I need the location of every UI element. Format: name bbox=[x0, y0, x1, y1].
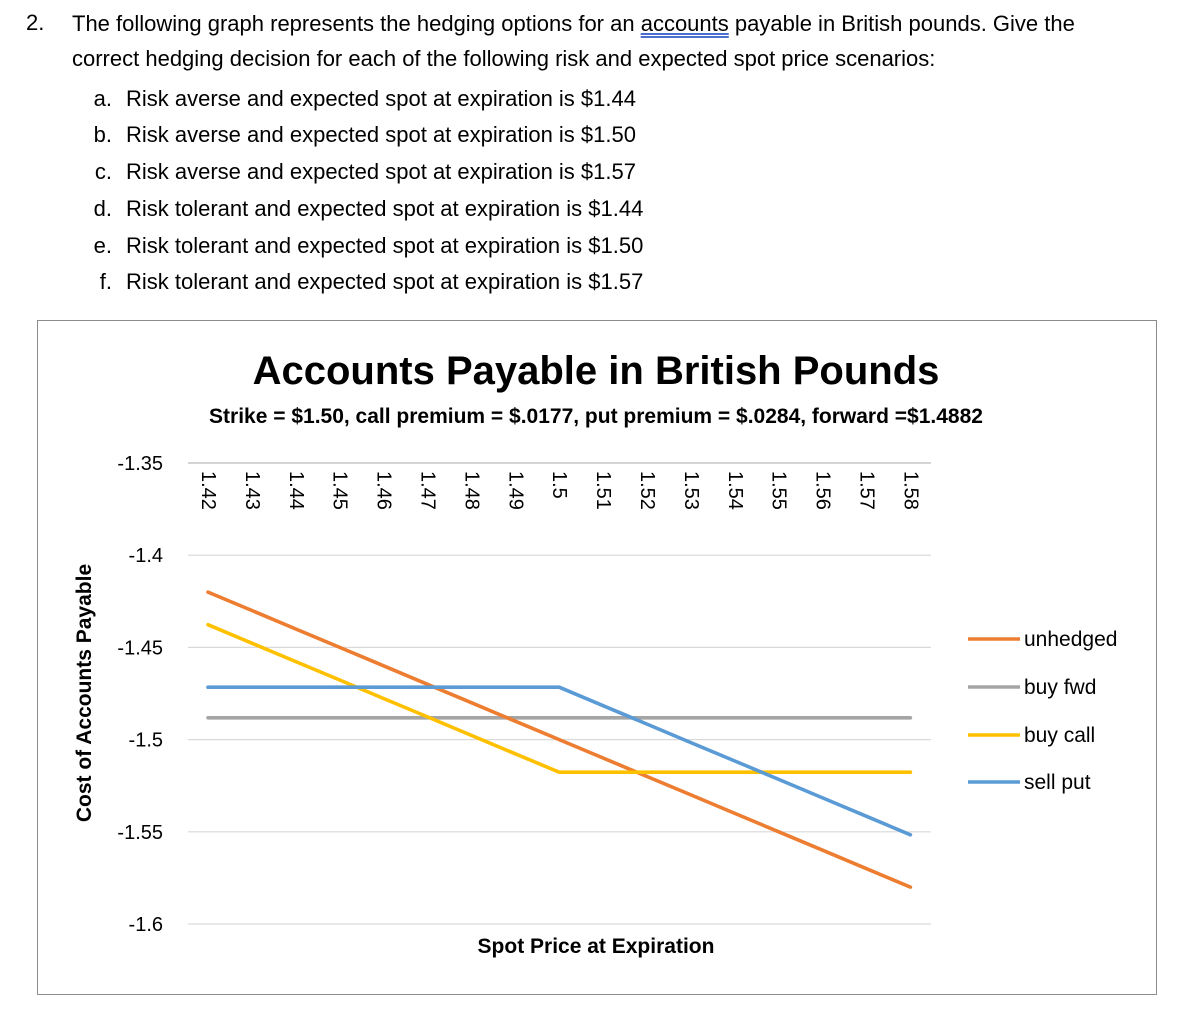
legend-label-unhedged: unhedged bbox=[1024, 628, 1118, 651]
legend-label-buy-call: buy call bbox=[1024, 724, 1096, 747]
y-tick-label: -1.55 bbox=[117, 821, 163, 844]
x-tick-label: 1.53 bbox=[679, 471, 702, 510]
option-letter: f. bbox=[99, 269, 112, 294]
series-line-sell-put bbox=[208, 687, 910, 835]
legend-label-sell-put: sell put bbox=[1024, 771, 1091, 794]
option-letter: e. bbox=[93, 233, 112, 258]
x-tick-label: 1.47 bbox=[416, 471, 439, 510]
chart-title: Accounts Payable in British Pounds bbox=[252, 349, 940, 393]
option-text: Risk averse and expected spot at expiration is $1.50 bbox=[126, 122, 636, 147]
x-tick-label: 1.57 bbox=[855, 471, 878, 510]
option-letter: c. bbox=[94, 159, 112, 184]
option-letter: d. bbox=[93, 196, 112, 221]
x-tick-label: 1.48 bbox=[460, 471, 483, 510]
option-text: Risk averse and expected spot at expiration is $1.44 bbox=[126, 86, 636, 111]
y-tick-label: -1.5 bbox=[128, 729, 163, 752]
x-tick-label: 1.49 bbox=[504, 471, 527, 510]
option-text: Risk tolerant and expected spot at expiration is $1.57 bbox=[126, 269, 644, 294]
x-tick-label: 1.54 bbox=[723, 471, 746, 510]
option-letter: a. bbox=[93, 86, 112, 111]
question-line-1-start: The following graph represents the hedging options for an bbox=[72, 11, 641, 36]
question-line-1 bbox=[72, 10, 1075, 38]
x-axis-title: Spot Price at Expiration bbox=[477, 935, 715, 958]
x-tick-label: 1.46 bbox=[372, 471, 395, 510]
question-number: 2. bbox=[26, 10, 45, 35]
option-text: Risk tolerant and expected spot at expiration is $1.50 bbox=[126, 233, 644, 258]
option-text: Risk averse and expected spot at expiration is $1.57 bbox=[126, 159, 636, 184]
accounts-link[interactable]: accounts bbox=[640, 11, 729, 36]
line-chart bbox=[38, 321, 1155, 993]
x-tick-label: 1.42 bbox=[197, 471, 219, 510]
x-tick-label: 1.5 bbox=[548, 471, 571, 499]
y-tick-label: -1.6 bbox=[128, 914, 163, 936]
x-tick-label: 1.51 bbox=[592, 471, 615, 510]
x-tick-label: 1.55 bbox=[767, 471, 790, 510]
y-tick-label: -1.4 bbox=[128, 545, 163, 568]
chart-subtitle: Strike = $1.50, call premium = $.0177, put premium = $.0284, forward =$1.4882 bbox=[209, 405, 983, 428]
y-tick-label: -1.45 bbox=[117, 637, 163, 660]
x-tick-label: 1.58 bbox=[899, 471, 922, 510]
x-tick-label: 1.56 bbox=[811, 471, 834, 510]
question-line-1-end: payable in British pounds. Give the bbox=[728, 11, 1075, 36]
option-letter: b. bbox=[93, 122, 112, 147]
chart-frame bbox=[37, 320, 1157, 995]
y-axis-title: Cost of Accounts Payable bbox=[73, 563, 96, 823]
y-tick-label: -1.35 bbox=[117, 453, 163, 475]
option-text: Risk tolerant and expected spot at expiration is $1.44 bbox=[126, 196, 644, 221]
x-tick-label: 1.43 bbox=[240, 471, 263, 510]
legend-label-buy-fwd: buy fwd bbox=[1024, 676, 1097, 699]
x-tick-label: 1.44 bbox=[284, 471, 307, 510]
x-tick-label: 1.45 bbox=[328, 471, 351, 510]
x-tick-label: 1.52 bbox=[636, 471, 658, 510]
question-line-2: correct hedging decision for each of the following risk and expected spot price scenarios: bbox=[72, 46, 936, 71]
